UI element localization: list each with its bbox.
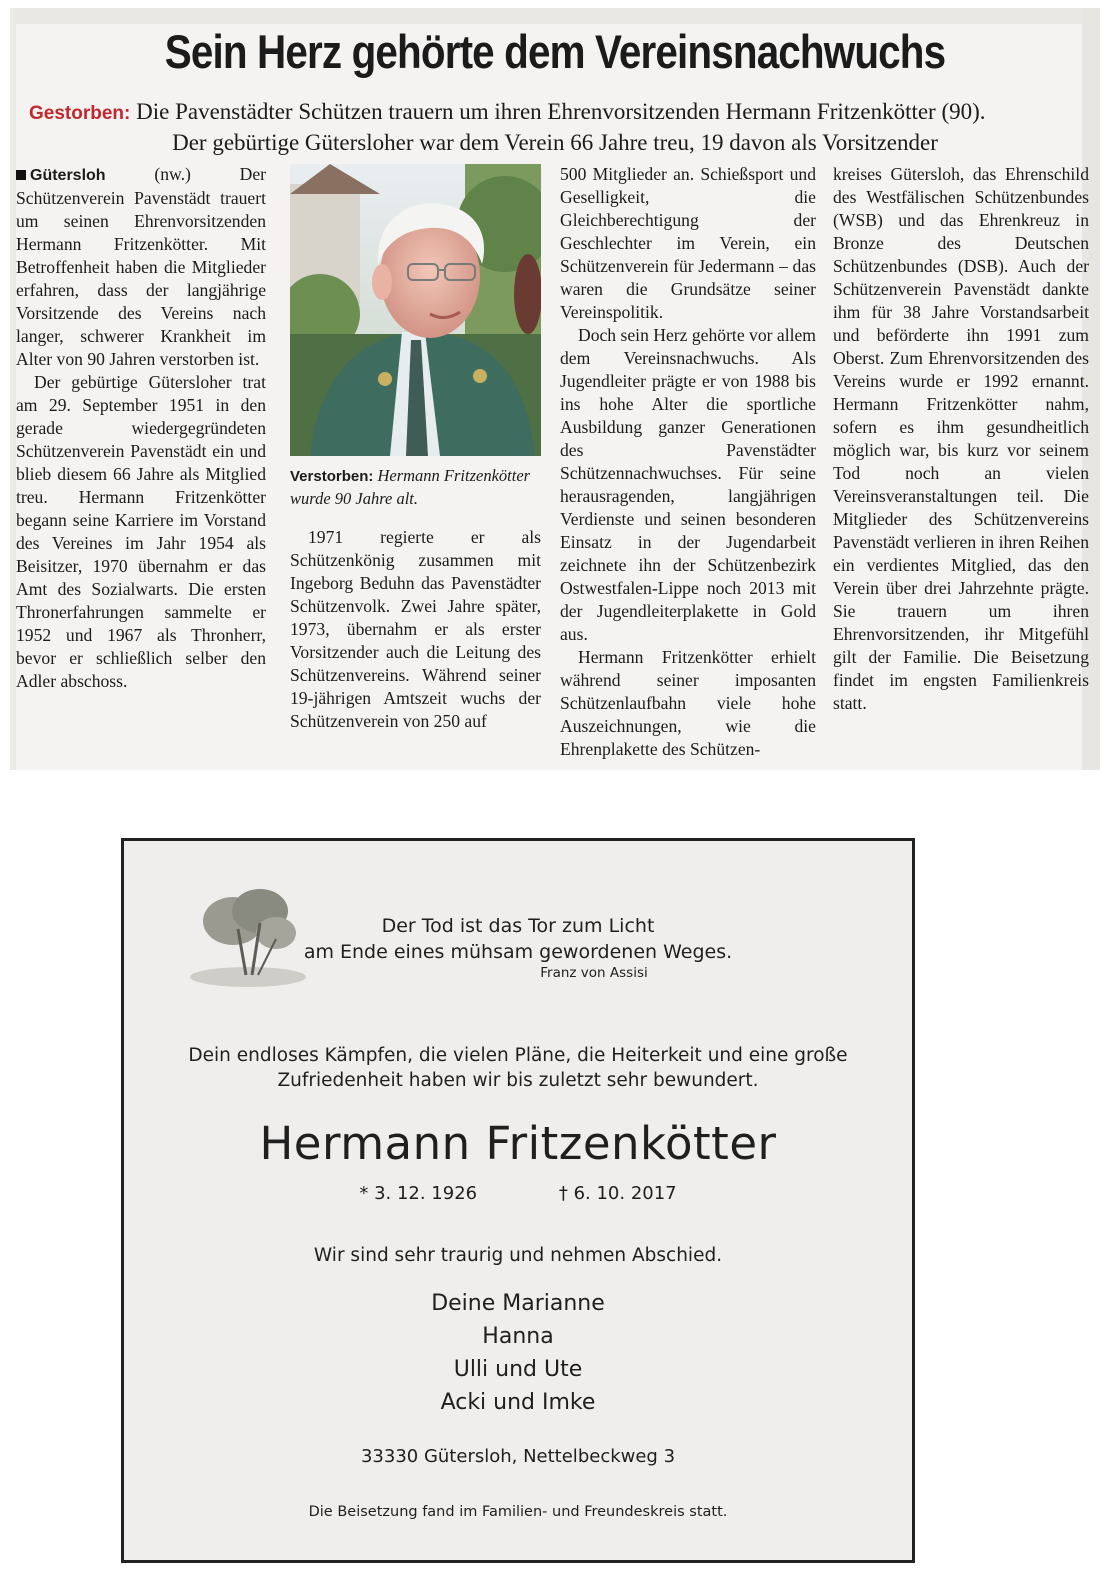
article-column-1	[16, 163, 266, 693]
article-paragraph	[16, 163, 266, 371]
article-column-4	[833, 163, 1089, 715]
article-paragraph: Doch sein Herz gehörte vor allem dem Vereinsnachwuchs. Als Jugendleiter prägte er von 1988 bis ins hohe Alter die sportliche Ausbildung ganzer Generationen des Pavenstädter Schützennachwuchses. Für seine herausragenden, langjährigen Verdienste und seinen besonderen Einsatz in der Jugendarbeit zeichnete ihn der Schützenbezirk Ostwestfalen-Lippe noch 2013 mit der Jugendleiterplakette in Gold aus.	[560, 325, 816, 644]
family-member: Deine Marianne	[431, 1291, 605, 1316]
portrait-illustration	[290, 164, 541, 456]
article-paragraph: kreises Gütersloh, das Ehrenschild des Westfälischen Schützenbundes (WSB) und das Ehrenkreuz in Bronze des Deutschen Schützenbundes (DSB). Auch der Schützenverein Pavenstädt dankte ihm für 38 Jahre Vorstandsarbeit und beförderte ihn 1991 zum Oberst. Zum Ehrenvorsitzenden des Vereins wurde er 1992 ernannt. Hermann Fritzenkötter nahm, sofern es ihm gesundheitlich möglich war, bis kurz vor seinem Tod noch an vielen Vereinsveranstaltungen teil. Die Mitglieder des Schützenvereins Pavenstädt verlieren in ihren Reihen ein verdientes Mitglied, das den Verein über drei Jahrzehnte prägte. Sie trauern um ihren Ehrenvorsitzenden, ihr Mitgefühl gilt der Familie. Die Beisetzung findet im engsten Familienkreis statt.	[833, 164, 1090, 713]
caption-text: Hermann Fritzenkötter wurde 90 Jahre alt.	[290, 466, 531, 508]
quote-line: am Ende eines mühsam gewordenen Weges.	[303, 941, 733, 963]
bullet-square-icon	[16, 170, 26, 180]
article-paragraph: 500 Mitglieder an. Schießsport und Geselligkeit, die Gleichberechtigung der Geschlechter im Verein, ein Schützenverein für Jedermann – das waren die Grundsätze seiner Vereinspolitik.	[560, 164, 816, 322]
farewell-text: Wir sind sehr traurig und nehmen Abschied.	[313, 1245, 723, 1266]
bleed-through-strip	[10, 8, 1100, 24]
newspaper-article	[10, 8, 1100, 770]
photo-caption	[290, 465, 541, 510]
deck-text-1: Die Pavenstädter Schützen trauern um ihren Ehrenvorsitzenden Hermann Fritzenkötter (90).	[136, 99, 986, 124]
article-deck-line2: Der gebürtige Gütersloher war dem Verein 66 Jahre treu, 19 davon als Vorsitzender	[172, 130, 938, 155]
death-notice	[121, 838, 915, 1563]
notice-intro	[124, 1043, 912, 1093]
family-member: Hanna	[482, 1324, 554, 1349]
caption-label: Verstorben:	[290, 468, 374, 485]
quote-line: Der Tod ist das Tor zum Licht	[381, 915, 655, 937]
article-column-3	[560, 163, 816, 761]
article-paragraph: Hermann Fritzenkötter erhielt während seiner imposanten Schützenlaufbahn viele hohe Auszeichnungen, wie die Ehrenplakette des Schützen-	[560, 647, 816, 759]
intro-line: Dein endloses Kämpfen, die vielen Pläne, die Heiterkeit und eine große	[188, 1045, 848, 1066]
paragraph-text: (nw.) Der Schützenverein Pavenstädt trauert um seinen Ehrenvorsitzenden Hermann Fritzenkötter. Mit Betroffenheit haben die Mitglieder erfahren, dass der langjährige Vorsitzende des Vereins nach langer, schwerer Krankheit im Alter von 90 Jahren verstorben ist.	[16, 164, 266, 369]
portrait-photo	[290, 164, 541, 456]
birth-date: * 3. 12. 1926	[359, 1183, 478, 1204]
article-dateline: Gütersloh	[30, 167, 106, 184]
article-deck-line1	[29, 96, 1089, 129]
article-headline: Sein Herz gehörte dem Vereinsnachwuchs	[164, 25, 946, 78]
notice-quote	[124, 913, 912, 965]
article-column-2	[290, 526, 541, 733]
funeral-note: Die Beisetzung fand im Familien- und Freundeskreis statt.	[308, 1504, 728, 1520]
family-member: Ulli und Ute	[453, 1357, 583, 1382]
death-date: † 6. 10. 2017	[558, 1183, 677, 1204]
life-dates	[124, 1183, 912, 1204]
family-address: 33330 Gütersloh, Nettelbeckweg 3	[360, 1446, 676, 1467]
article-kicker: Gestorben:	[29, 103, 131, 124]
family-member: Acki und Imke	[440, 1390, 596, 1415]
deceased-name: Hermann Fritzenkötter	[259, 1117, 777, 1170]
article-paragraph: 1971 regierte er als Schützenkönig zusammen mit Ingeborg Beduhn das Pavenstädter Schützenvolk. Zwei Jahre später, 1973, übernahm er als erster Vorsitzender auch die Leitung des Schützenvereins. Während seiner 19-jährigen Amtszeit wuchs der Schützenverein von 250 auf	[290, 527, 541, 731]
article-paragraph: Der gebürtige Gütersloher trat am 29. September 1951 in den gerade wiedergegründeten Schützenverein Pavenstädt ein und blieb diesem 66 Jahre als Mitglied treu. Hermann Fritzenkötter begann seine Karriere im Vorstand des Vereines im Jahr 1954 als Beisitzer, 1970 übernahm er das Amt des Sozialwarts. Die ersten Thronerfahrungen sammelte er 1952 und 1967 als Thronherr, bevor er schließlich selber den Adler abschoss.	[16, 372, 266, 691]
quote-author: Franz von Assisi	[540, 965, 648, 981]
intro-line: Zufriedenheit haben wir bis zuletzt sehr bewundert.	[277, 1070, 759, 1091]
